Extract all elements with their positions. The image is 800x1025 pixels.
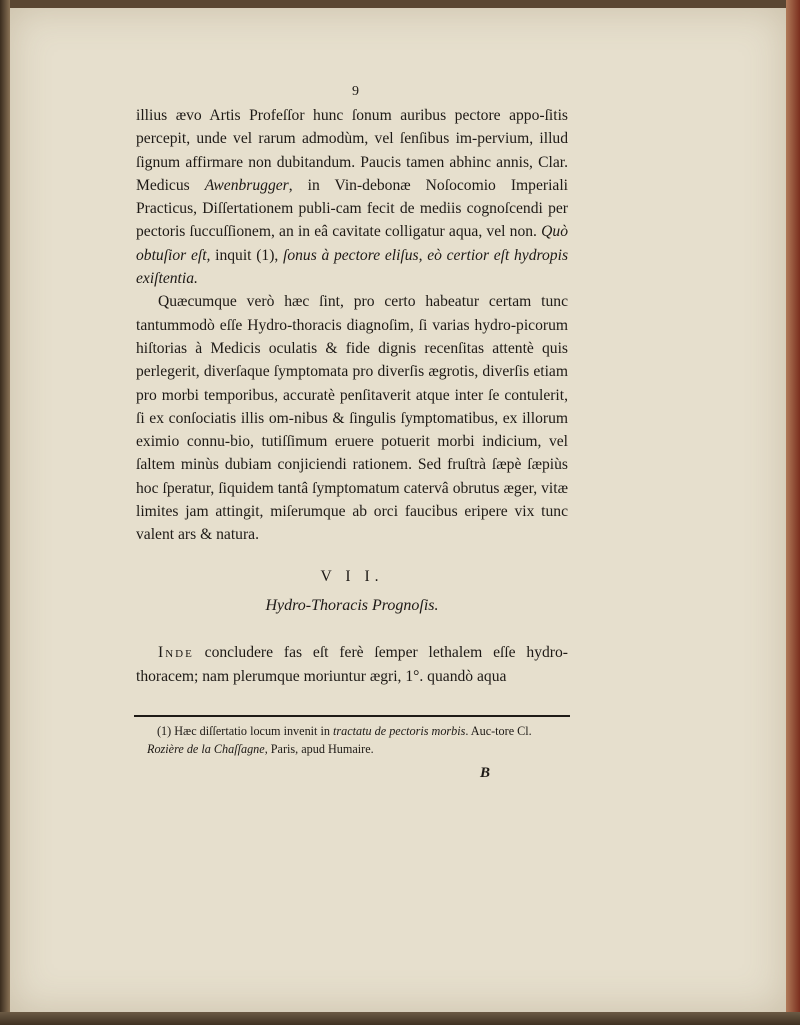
section-number: V I I. bbox=[320, 567, 384, 585]
footnote-text-a: (1) Hæc diſſertatio locum invenit in bbox=[157, 724, 334, 738]
page-edge-bottom bbox=[0, 1012, 800, 1025]
signature-mark: B bbox=[480, 765, 491, 781]
author-name: Awenbrugger bbox=[204, 176, 289, 194]
paragraph-1-text-a: illius ævo Artis Profeſſor hunc ſonum auribus pectore appo-ſitis percepit, unde vel rarum admodùm, vel ſenſibus im-pervium, illud ſignum affirmare non dubitandum. Paucis tamen abhinc annis, Clar. Medicus bbox=[136, 107, 568, 194]
paragraph-1 bbox=[136, 104, 568, 290]
quote-start: Quò obtuſior eſt, bbox=[136, 223, 568, 264]
section-title: Hydro-Thoracis Prognoſis. bbox=[265, 596, 439, 614]
paragraph-3-text: concludere fas eſt ferè ſemper lethalem eſſe hydro-thoracem; nam plerumque moriuntur ægri, 1°. quandò aqua bbox=[136, 644, 568, 685]
footnote bbox=[147, 722, 567, 758]
footnote-text-b: . Auc-tore Cl. bbox=[465, 724, 532, 738]
footnote-author: Rozière de la Chaſſagne bbox=[147, 742, 265, 756]
paragraph-3 bbox=[136, 641, 568, 688]
paragraph-1-text-b: , in Vin-debonæ Noſocomio Imperiali Practicus, Diſſertationem publi-cam fecit de mediis cognoſcendi per pectoris ſuccuſſionem, an in eâ cavitate colligatur aqua, vel non. bbox=[136, 176, 568, 241]
paragraph-1-text-c: inquit (1), bbox=[210, 246, 283, 264]
footnote-text-c: , Paris, apud Humaire. bbox=[264, 742, 374, 756]
page-number: 9 bbox=[352, 84, 359, 99]
paragraph-3-lead: Inde bbox=[158, 644, 194, 662]
footnote-rule bbox=[134, 715, 570, 717]
quote-end: ſonus à pectore eliſus, eò certior eſt hydropis exiſtentia. bbox=[136, 246, 569, 288]
page-edge-right bbox=[786, 0, 800, 1025]
footnote-work-title: tractatu de pectoris morbis bbox=[333, 724, 466, 738]
body-text bbox=[136, 82, 568, 688]
paragraph-2: Quæcumque verò hæc ſint, pro certo habeatur certam tunc tantummodò eſſe Hydro-thoracis diagnoſim, ſi varias hydro-picorum hiſtorias à Medicis oculatis & fide dignis recenſitas attentè quis perlegerit, diverſaque ſymptomata pro diverſis ægrotis, diverſis etiam pro morbi temporibus, accuratè penſitaverit atque inter ſe contulerit, ſi ex conſociatis illis om-nibus & ſingulis ſymptomatibus, ex illorum eximio connu-bio, tutiſſimum eruere potuerit morbi indicium, vel ſaltem minùs dubiam conjiciendi rationem. Sed fruſtrà ſæpè ſæpiùs hoc ſperatur, ſiquidem tantâ ſymptomatum catervâ obrutus æger, vitæ limites jam attingit, miſerumque ab orci faucibus eripere vix tunc valent ars & natura. bbox=[136, 293, 568, 544]
book-spine bbox=[0, 0, 10, 1025]
